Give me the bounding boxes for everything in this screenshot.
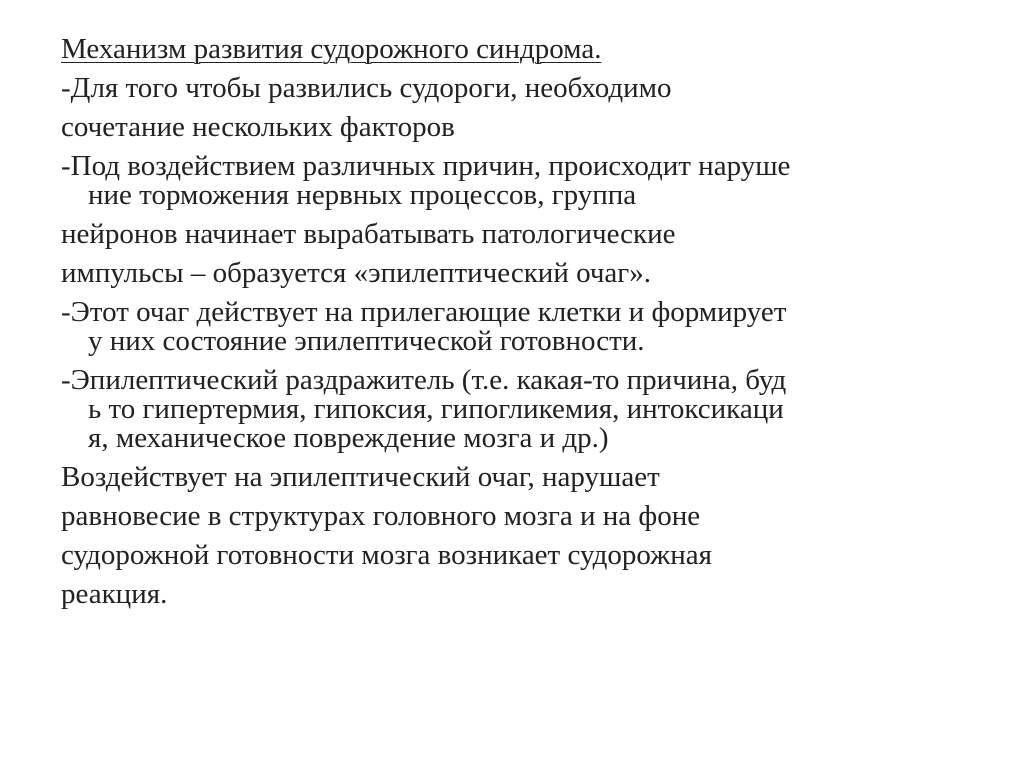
text-line: -Для того чтобы развились судороги, необходимо	[61, 72, 672, 104]
text-line: ь то гипертермия, гипоксия, гипогликемия, интоксикаци	[88, 393, 784, 425]
text-line: у них состояние эпилептической готовности.	[88, 325, 645, 357]
paragraph-lines	[61, 69, 981, 614]
slide-title: Механизм развития судорожного синдрома.	[61, 33, 602, 65]
text-line: судорожной готовности мозга возникает судорожная	[61, 539, 712, 571]
text-line: я, механическое повреждение мозга и др.)	[88, 422, 609, 454]
text-line: сочетание нескольких факторов	[61, 111, 455, 143]
text-line: -Под воздействием различных причин, происходит наруше	[61, 150, 791, 182]
text-line: -Этот очаг действует на прилегающие клетки и формирует	[61, 296, 787, 328]
text-line: Воздействует на эпилептический очаг, нарушает	[61, 461, 660, 493]
text-line: реакция.	[61, 578, 168, 610]
text-line: -Эпилептический раздражитель (т.е. какая-то причина, буд	[61, 364, 787, 396]
text-line: равновесие в структурах головного мозга и на фоне	[61, 500, 701, 532]
text-line: импульсы – образуется «эпилептический очаг».	[61, 257, 651, 289]
slide-text	[61, 30, 981, 614]
text-line: нейронов начинает вырабатывать патологические	[61, 218, 676, 250]
text-line: ние торможения нервных процессов, группа	[88, 179, 637, 211]
